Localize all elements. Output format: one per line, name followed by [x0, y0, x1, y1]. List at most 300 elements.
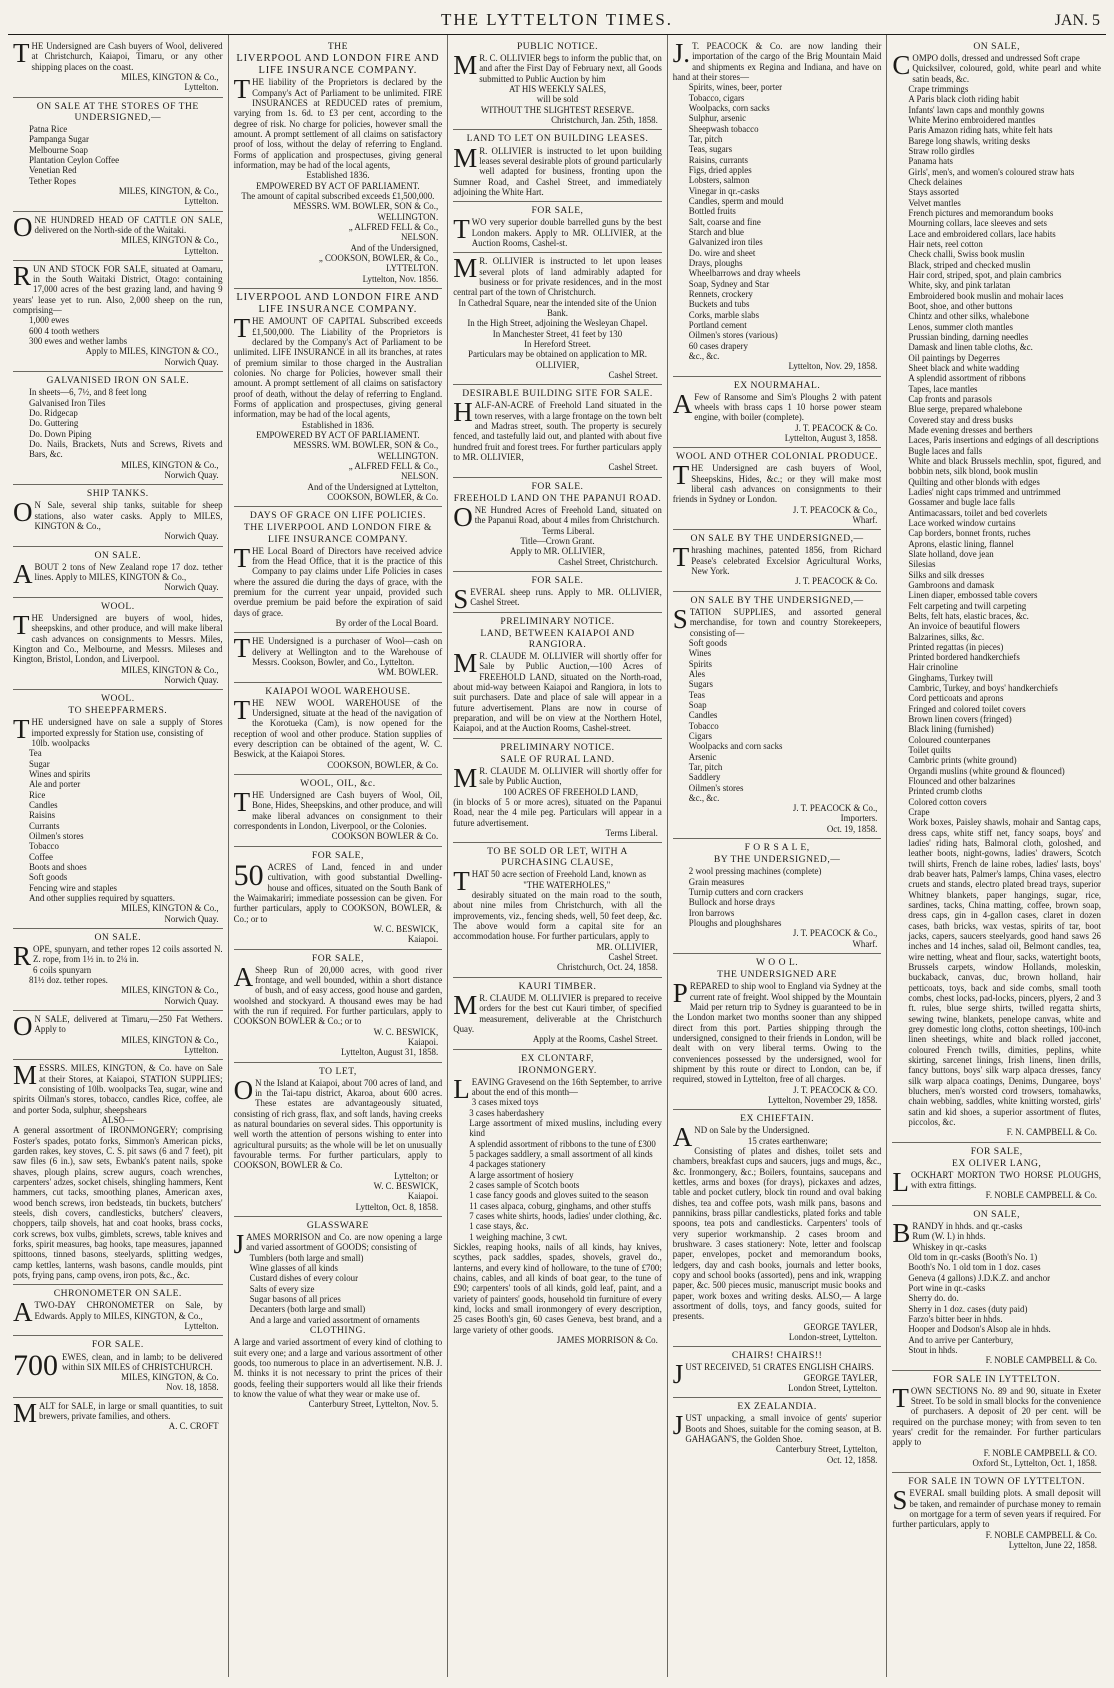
ad-line: 15 crates earthenware; [747, 1135, 828, 1146]
advertisement [234, 1217, 443, 1414]
ad-heading: F O R S A L E, [744, 842, 810, 854]
ad-signature: MILES, KINGTON & Co., [121, 664, 219, 675]
ad-signature: F. N. CAMPBELL & Co. [1006, 1127, 1097, 1138]
ad-item: 1 case stays, &c. [469, 1221, 529, 1232]
ad-body: LOCKHART MORTON TWO HORSE PLOUGHS, with extra fittings. [892, 1166, 1101, 1197]
ad-signature: Kaiapoi. [407, 934, 439, 945]
ad-body: ASheep Run of 20,000 acres, with good river frontage, and well bounded, within a short distance of bush, and of easy access, good house and garden, woolshed and stockyard. A thousand ewes may be had with the run if required. For further particulars, apply to COOKSON BOWLER & Co.; or to [233, 961, 443, 1027]
ad-heading: EX CLONTARF, [521, 1052, 594, 1064]
ad-item: Grain measures [688, 876, 745, 887]
ad-line: Apply to MR. OLLIVIER, [510, 546, 605, 557]
ad-line: WITHOUT THE SLIGHTEST RESERVE. [480, 104, 635, 115]
ad-body: ROPE, spunyarn, and tether ropes 12 coils assorted N. Z. rope, from 1½ in. to 2¼ in. [13, 941, 223, 972]
advertisement [453, 613, 662, 739]
ad-item: Woolpacks, corn sacks [688, 102, 770, 113]
ad-signature: MILES, KINGTON & Co., [121, 1034, 219, 1045]
ad-item: Lace and embroidered collars, lace habits [908, 228, 1056, 239]
ad-item: Do. Nails, Brackets, Nuts and Screws, Rivets and Bars, &c. [29, 438, 223, 460]
advertisement [892, 38, 1101, 1143]
ad-signature: Cashel Street, Christchurch. [558, 556, 658, 567]
ad-signature: MR. OLLIVIER, [596, 941, 658, 952]
ad-signature: F. NOBLE CAMPBELL & Co. [985, 1355, 1097, 1366]
ad-item: Fringed and colored toilet covers [908, 703, 1026, 714]
ad-signature: GEORGE TAYLER, [803, 1372, 878, 1383]
ad-item: Do. Guttering [29, 418, 79, 429]
ad-body: THE Undersigned is a purchaser of Wool—cash on delivery at Wellington and to the Warehouse of Messrs. Cookson, Bowler, and Co., Lyttelton. [233, 633, 443, 667]
ad-item: Printed bordered handkerchiefs [908, 652, 1020, 663]
ad-line: Terms Liberal. [542, 525, 595, 536]
ad-item: Quicksilver, coloured, gold, white pearl and white satin beads, &c. [912, 63, 1101, 84]
ad-body: SEVERAL sheep runs. Apply to MR. OLLIVIER, Cashel Street. [453, 584, 662, 614]
ad-item: Black, striped and checked muslin [908, 259, 1031, 270]
ad-item: Candles [688, 710, 718, 721]
ad-line: AT HIS WEEKLY SALES, [508, 84, 607, 95]
ad-item: Tobacco, cigars [688, 92, 745, 103]
ad-body: JUST RECEIVED, 51 CRATES ENGLISH CHAIRS. [672, 1359, 874, 1390]
ad-item: Organdi muslins (white ground & flounced) [908, 765, 1065, 776]
ad-item: Ploughs and ploughshares [688, 918, 782, 929]
ad-line: 100 ACRES OF FREEHOLD LAND, [503, 786, 638, 797]
ad-heading: DESIRABLE BUILDING SITE FOR SALE. [462, 388, 653, 400]
ad-item: Portland cement [688, 319, 747, 330]
ad-heading: FOR SALE IN TOWN OF LYTTELTON. [908, 1476, 1086, 1488]
ad-large-number: 700 [13, 1348, 58, 1382]
ad-body: BRANDY in hhds. and qr.-casks [892, 1217, 1023, 1248]
ad-line: Established 1836. [306, 170, 370, 181]
ad-item: Tapes, lace mantles [908, 383, 978, 394]
ad-item: Teas, sugars [688, 144, 733, 155]
ad-signature: Norwich Quay. [164, 995, 219, 1006]
ad-item: Wheelbarrows and dray wheels [688, 268, 801, 279]
ad-signature: WM. BOWLER. [377, 667, 439, 678]
ad-item: Gambroons and damask [908, 579, 995, 590]
advertisement [13, 598, 223, 690]
ad-body: JUST unpacking, a small invoice of gents' superior Boots and Shoes, suitable for the coming season, at B. GAHAGAN'S, the Golden Shoe. [672, 1410, 882, 1445]
ad-heading: THE [327, 41, 348, 52]
advertisement [234, 1063, 443, 1217]
ad-item: 3 cases haberdashery [469, 1107, 545, 1118]
ad-body: ON the Island at Kaiapoi, about 700 acres of land, and in the Tai-tapu district, Akaroa, about 600 acres. These estates are advantageously situated, consisting of rich grass, flax, and soft lands, having creeks as natural boundaries on several sides. This opportunity is well worth the attention of persons wishing to enter into agricultural pursuits; as the whole will be let on unusually favourable terms. For further particulars, apply to COOKSON, BOWLER & Co. [233, 1074, 443, 1171]
ad-item: Vinegar in qr.-casks [688, 185, 760, 196]
advertisement [453, 253, 662, 385]
advertisement [673, 448, 882, 530]
ad-body: LEAVING Gravesend on the 16th September, to arrive about the end of this month— [453, 1073, 662, 1104]
ad-body: AND on Sale by the Undersigned. [672, 1122, 810, 1153]
ad-heading: FOR SALE. [531, 480, 584, 492]
ad-heading: TO BE SOLD OR LET, WITH A PURCHASING CLAUSE, [487, 846, 628, 869]
ad-item: Turnip cutters and corn crackers [688, 887, 804, 898]
ad-item: Soft goods [688, 637, 728, 648]
ad-heading: KAURI TIMBER. [518, 980, 597, 992]
ad-item: Hair crinoline [908, 662, 958, 673]
ad-signature: Wharf. [852, 938, 878, 949]
ad-item: Bottled fruits [688, 206, 736, 217]
ad-heading: W O O L. [755, 957, 799, 969]
ad-item: Printed regattas (in pieces) [908, 641, 1004, 652]
advertisement [13, 1398, 223, 1436]
ad-item: An invoice of beautiful flowers [908, 621, 1020, 632]
ad-signature: W. C. BESWICK, [373, 923, 439, 934]
ad-heading: FOR SALE, [311, 952, 364, 964]
ad-signature: Norwich Quay. [164, 531, 219, 542]
ad-item: Wine glasses of all kinds [249, 1263, 338, 1274]
ad-subheading: LAND, BETWEEN KAIAPOI AND RANGIORA. [480, 627, 635, 650]
ad-item: Quilting and other blonds with edges [908, 476, 1040, 487]
ad-item: Aprons, elastic lining, flannel [908, 538, 1014, 549]
ad-item: Printed crumb cloths [908, 786, 983, 797]
ad-item-list [13, 965, 223, 986]
ad-heading: EX ZEALANDIA. [737, 1401, 817, 1413]
ad-signature: Lyttelton, Oct. 8, 1858. [355, 1201, 439, 1212]
ad-body: SEVERAL small building plots. A small deposit will be taken, and remainder of purchase money to remain on mortgage for a term of seven years if required. For further particulars, apply to [892, 1485, 1101, 1530]
ad-body: ATWO-DAY CHRONOMETER on Sale, by Edwards. Apply to MILES, KINGTON, & Co., [13, 1297, 223, 1328]
ad-signature: MILES, KINGTON & Co., [121, 985, 219, 996]
ad-body-continued: Sickles, reaping hooks, nails of all kinds, hay knives, scythes, pack saddles, spades, shovels, gravel do., lanterns, and every kind of holloware, to the tune of £700; chains, cables, and all kinds of boat gear, to the tune of £90; carpenters' tools of all kinds, gold leaf, paint, and a variety of painters' goods, household tin furniture of every kind, locks and small ironmongery of every description, 25 cases Booth's gin, 60 cases Geneva, best brand, and a large variety of other goods. [453, 1242, 662, 1335]
ad-signature: Apply to MILES, KINGTON & CO., [85, 346, 219, 357]
ad-signature: Canterbury Street, Lyttelton, [775, 1444, 878, 1455]
ad-item: 81½ doz. tether ropes. [29, 975, 108, 986]
ad-item: Sugar basons of all prices [249, 1294, 341, 1305]
ad-heading: PRELIMINARY NOTICE. [500, 615, 615, 627]
ad-body: EWES, clean, and in lamb; to be delivered within SIX MILES of CHRISTCHURCH. [62, 1351, 223, 1372]
ad-heading: ON SALE BY THE UNDERSIGNED,— [690, 594, 864, 606]
ad-item-list [673, 866, 882, 928]
ad-body: JAMES MORRISON and Co. are now opening a large and varied assortment of GOODS; consisting of [233, 1229, 443, 1260]
ad-item: 3 cases mixed toys [471, 1097, 539, 1108]
ad-item: Corks, marble slabs [688, 309, 760, 320]
ad-body: RUN AND STOCK FOR SALE, situated at Oamaru, in the South Waitaki District, Otago: containing 17,000 acres of the best grazing land, and having 9 years' lease yet to run. Also, 2,000 sheep on the run, comprising— [13, 260, 223, 316]
ad-signature: MILES, KINGTON, & Co. [121, 1372, 219, 1383]
ad-line: Established in 1836. [301, 419, 374, 430]
ad-body: THE Undersigned are buyers of wool, hides, sheepskins, and other produce, and will make liberal cash advances on consignments to Messrs. Miles, Kington and Co., Melbourne, and Messrs. Mileses and Kington, Bristol, London, and Liverpool. [13, 609, 223, 665]
ad-item: Sheet black and white wadding [908, 362, 1020, 373]
ad-item: Cap fronts and parasols [908, 393, 992, 404]
ad-signature: MILES, KINGTON & Co., [121, 459, 219, 470]
ad-item: Lenos, summer cloth mantles [908, 321, 1013, 332]
ad-item: Prussian binding, darning needles [908, 331, 1029, 342]
ad-heading: ON SALE BY THE UNDERSIGNED,— [690, 533, 864, 545]
ad-item: Raisins [29, 810, 56, 821]
ad-item: Sulphur, arsenic [688, 113, 747, 124]
ad-signature: J. T. PEACOCK & Co., [792, 504, 878, 515]
ad-signature: MILES, KINGTON & Co., [121, 71, 219, 82]
ad-heading: FOR SALE, [311, 849, 364, 861]
ad-item: Soap, Sydney and Star [688, 278, 770, 289]
advertisement [453, 130, 662, 202]
ad-item: Lace worked window curtains [908, 517, 1016, 528]
ad-heading: ON SALE. [94, 931, 142, 943]
ad-body: MESSRS. MILES, KINGTON, & Co. have on Sale at their Stores, at Kaiapoi, STATION SUPPLIES; consisting of 10lb. woolpacks Tea, sugar, wine and spirits Oilman's stores, tobacco, candles Rice, coffee, ale and porter Soda, sulphur, sheepshears [13, 1060, 223, 1115]
ad-signature: Wharf. [852, 515, 878, 526]
advertisement [453, 978, 662, 1050]
ad-signature: „ ALFRED FELL & Co., [348, 222, 439, 233]
ad-item: Cigars [688, 730, 712, 741]
column-3 [447, 35, 667, 1677]
ad-body: TOWN SECTIONS No. 89 and 90, situate in Exeter Street. To be sold in small blocks for the convenience of purchasers. A deposit of 20 per cent. will be required on the purchase money; with from seven to ten years' credit for the remainder. For further particulars apply to [892, 1382, 1101, 1448]
ad-signature: Oct. 12, 1858. [826, 1454, 878, 1465]
ad-item: Melbourne Soap [29, 144, 88, 155]
ad-item: Boot, shoe, and other buttons [908, 301, 1013, 311]
ad-signature: And of the Undersigned, [350, 242, 439, 253]
ad-item: Silesias [908, 559, 936, 570]
advertisement [234, 633, 443, 682]
ad-item: Plantation Ceylon Coffee [29, 154, 120, 165]
ad-body: ACRES of Land, fenced in and under cultivation, with good substantial Dwelling-house and offices, situated on the South Bank of the Waimakariri; immediate possession can be given. For further particulars, apply to COOKSON, BOWLER, & Co.; or to [233, 861, 443, 924]
ad-signature: A. C. CROFT [168, 1421, 219, 1432]
ad-signature: Kaiapoi. [407, 1036, 439, 1047]
ad-signature: J. T. PEACOCK & Co. [795, 422, 878, 433]
ad-company-name: LIVERPOOL AND LONDON FIRE AND LIFE INSURANCE COMPANY. [236, 53, 440, 77]
ad-body: ONE Hundred Acres of Freehold Land, situated on the Papanui Road, about 4 miles from Christchurch. [453, 501, 662, 532]
ad-line: "THE WATERHOLES," [523, 879, 611, 890]
ad-signature: COOKSON BOWLER & Co. [331, 831, 439, 842]
ad-item: Antimacassars, toilet and bed coverlets [908, 507, 1048, 518]
ad-item: Girls', men's, and women's coloured straw hats [908, 166, 1075, 177]
ad-item: Currants [29, 820, 60, 831]
ad-signature: W. C. BESWICK, [373, 1026, 439, 1037]
advertisement [453, 202, 662, 253]
ad-body: THE liability of the Proprietors is declared by the Company's Act of Parliament to be unlimited. FIRE INSURANCES at REDUCED rates of premium, varying from 1s. 6d. to £3 per cent, according to the degree of risk. No charge for policies, however small the amount. A prompt settlement of all claims on satisfactory proof of loss, without the delay of referring to England. Forms of application and prospectuses, giving general information, may be had of the local agents, [233, 74, 443, 171]
ad-body: COMPO dolls, dressed and undressed Soft crape [892, 50, 1080, 81]
ad-heading: FOR SALE, [970, 1145, 1023, 1157]
ad-item: Belts, felt hats, elastic braces, &c. [908, 610, 1029, 621]
ad-signature: F. NOBLE CAMPBELL & Co. [985, 1190, 1097, 1201]
ad-item: Patna Rice [29, 123, 68, 134]
ad-item: Barege long shawls, writing desks [908, 135, 1030, 146]
ad-signature: Canterbury Street, Lyttelton, Nov. 5. [308, 1399, 439, 1410]
ad-item: White, sky, and pink tarlatan [908, 280, 1011, 291]
ad-item: Gossamer and bugle lace falls [908, 497, 1015, 508]
ad-item: Ale and porter [29, 779, 81, 790]
ad-heading: ON SALE. [94, 549, 142, 561]
ad-line: EMPOWERED BY ACT OF PARLIAMENT. [256, 180, 420, 191]
advertisement [13, 372, 223, 485]
ad-signature: Lyttelton; or [394, 1170, 439, 1181]
ad-signature: „ ALFRED FELL & Co., [348, 460, 439, 471]
ad-heading: FOR SALE. [91, 1339, 144, 1351]
ad-signature: Apply at the Rooms, Cashel Street. [532, 1034, 658, 1045]
ad-signature: Lyttelton, August 31, 1858. [341, 1047, 439, 1058]
advertisement [892, 1143, 1101, 1206]
ad-signature: Lyttelton. [184, 1045, 219, 1056]
advertisement [13, 485, 223, 546]
ad-item: In sheets—6, 7½, and 8 feet long [29, 387, 147, 398]
ad-item: A splendid assortment of ribbons to the tune of £300 [469, 1138, 656, 1149]
ad-signature: MILES, KINGTON & Co., [121, 903, 219, 914]
ad-body: MR. OLLIVIER is instructed to let upon leases several plots of land admirably adapted for business or for private residences, and in the most central part of the town of Christchurch. [453, 253, 662, 298]
ad-item: Felt carpeting and twill carpeting [908, 600, 1027, 611]
ad-body: MR. CLAUDE M. OLLIVIER will shortly offer for Sale by Public Auction,—100 Acres of FREEHOLD LAND, situated on the North-road, about mid-way between Kaiapoi and Rangiora, in lots to suit purchasers. Date and place of sale will appear in a future advertisement. Plans are now in course of preparation, and will be on view at the Northern Hotel, Kaiapoi, and at the Auction Rooms, Cashel-street. [453, 648, 662, 734]
ad-body: ON Sale, several ship tanks, suitable for sheep stations, also water casks. Apply to MILES, KINGTON & Co., [13, 497, 223, 531]
ad-signature: Lyttelton. [184, 245, 219, 256]
advertisement [673, 592, 882, 839]
ad-item: 5 packages saddlery, a small assortment of all kinds [469, 1149, 653, 1160]
advertisement [453, 478, 662, 572]
ad-item: Panama hats [908, 156, 953, 167]
ad-item: Geneva (4 gallons) J.D.K.Z. and anchor [908, 1272, 1051, 1283]
ad-item: Spirits, wines, beer, porter [688, 82, 783, 93]
ad-signature: Lyttelton, August 3, 1858. [784, 432, 878, 443]
ad-body: THE Undersigned are Cash buyers of Wool, Oil, Bone, Hides, Sheepskins, and other produce, and will make liberal advances on consignment to their correspondents in London, Liverpool, or the Colonies. [233, 787, 443, 832]
ad-signature: Norwich Quay. [164, 674, 219, 685]
ad-item: Old tom in qr.-casks (Booth's No. 1) [908, 1251, 1038, 1262]
ad-item: Buckets and tubs [688, 299, 750, 310]
issue-date: JAN. 5 [1054, 12, 1100, 29]
ad-item: Damask and linen table cloths, &c. [908, 342, 1033, 353]
ad-item: 60 cases drapery [688, 340, 748, 351]
ad-signature: Oct. 19, 1858. [826, 823, 878, 834]
advertisement [13, 1011, 223, 1060]
ad-item: Hooper and Dodson's Alsop ale in hhds. [908, 1324, 1051, 1335]
ad-heading: WOOL, OIL, &c. [300, 778, 376, 790]
ad-item: Oil paintings by Degerres [908, 352, 1000, 363]
ad-item: Tobacco [688, 720, 719, 731]
advertisement [234, 507, 443, 633]
ad-heading: CHAIRS! CHAIRS!! [731, 1350, 823, 1362]
advertisement [234, 289, 443, 507]
advertisement [673, 954, 882, 1110]
ad-line: EMPOWERED BY ACT OF PARLIAMENT. [256, 429, 420, 440]
ad-body: MR. CLAUDE M. OLLIVIER is prepared to receive orders for the best cut Kauri timber, of specified measurement, deliverable at the Christchurch Quay. [453, 989, 662, 1034]
ad-heading: CHRONOMETER ON SALE. [53, 1288, 182, 1300]
ad-item: Tea [29, 748, 42, 759]
ad-signature: Norwich Quay. [164, 913, 219, 924]
ad-signature: J. T. PEACOCK & Co. [795, 576, 878, 587]
ad-item: Slate holland, dove jean [908, 548, 994, 559]
ad-item: A large assortment of hosiery [469, 1169, 574, 1180]
ad-heading: DAYS OF GRACE ON LIFE POLICIES. [249, 510, 426, 522]
ad-item: Paris Amazon riding hats, white felt hats [908, 125, 1053, 136]
ad-signature: By order of the Local Board. [335, 617, 439, 628]
ad-item-list [234, 1253, 443, 1325]
ad-signature: Lyttelton. [184, 196, 219, 207]
ad-item: Coffee [29, 851, 53, 862]
ad-signature: JAMES MORRISON & Co. [556, 1334, 658, 1345]
ad-item-list [892, 1231, 1101, 1355]
ad-body: AFew of Ransome and Sim's Ploughs 2 with patent wheels with brass caps 1 10 horse power steam engine, with boiler (complete). [672, 388, 882, 423]
advertisement [892, 1371, 1101, 1474]
ad-item: Woolpacks and corn sacks [688, 741, 783, 752]
ad-item: Cord petticoats and aprons [908, 693, 1004, 704]
ad-signature: Kaiapoi. [407, 1191, 439, 1202]
ad-signature: And of the Undersigned at Lyttelton, [307, 481, 439, 492]
ad-item: Do. wire and sheet [688, 247, 756, 258]
ad-item: 600 4 tooth wethers [29, 325, 100, 336]
ad-line: In Manchester Street, 41 feet by 130 [492, 328, 623, 339]
ad-subheading: BY THE UNDERSIGNED,— [713, 854, 841, 866]
ad-body: ONE HUNDRED HEAD OF CATTLE ON SALE, delivered on the North-side of the Waitaki. [13, 211, 223, 242]
ad-body: HALF-AN-ACRE of Freehold Land situated in the town reserves, with a large frontage on the town belt and Madras street, south. The property is securely fenced, and tastefully laid out, and planted with about five hundred fruit and forest trees. For further particulars apply to MR. OLLIVIER, [453, 397, 662, 462]
ad-signature: LYTTELTON. [386, 263, 439, 274]
ad-item: Rennets, crockery [688, 288, 753, 299]
ad-body: Thrashing machines, patented 1856, from Richard Pease's celebrated Excelsior Agricultural Works, New York. [672, 542, 882, 577]
advertisement [673, 38, 882, 377]
ad-body-continued: A large and varied assortment of every kind of clothing to suit every one; and a large and various assortment of other goods, too numerous to place in an advertisement. N.B. J. M. thinks it is not necessary to print the prices of their goods, feeling their supporters would all like their friends to know the value of what they wear or make use of. [233, 1337, 443, 1399]
ad-item: Lobsters, salmon [688, 175, 750, 186]
ad-line: In Cathedral Square, near the intended site of the Union Bank. [458, 297, 657, 318]
ad-heading: EX CHIEFTAIN. [740, 1113, 815, 1125]
ad-item: 2 wool pressing machines (complete) [688, 866, 822, 877]
ad-signature: Norwich Quay. [164, 356, 219, 367]
ad-item: Crape trimmings [908, 84, 969, 95]
ad-heading: FOR SALE IN LYTTELTON. [933, 1373, 1061, 1385]
ad-item: 1 weighing machine, 3 cwt. [469, 1231, 568, 1242]
advertisement [13, 98, 223, 212]
ad-signature: MILES, KINGTON & Co., [121, 235, 219, 246]
ad-item: Hair cord, striped, spot, and plain cambrics [908, 270, 1062, 281]
ad-item: Bugle laces and falls [908, 445, 983, 456]
ad-line: In the High Street, adjoining the Wesleyan Chapel. [467, 318, 648, 329]
ad-signature: MESSRS. WM. BOWLER, SON & Co., [293, 201, 439, 212]
ad-item: Sherry do. do. [908, 1293, 959, 1304]
advertisement [13, 1336, 223, 1397]
ad-item-list [13, 738, 223, 903]
ad-signature: Lyttelton, November 29, 1858. [767, 1094, 878, 1105]
ad-item: Do. Down Piping [29, 428, 92, 439]
ad-item: Coloured counterpanes [908, 734, 991, 745]
ad-item: Soap [688, 699, 707, 710]
ad-item: Ginghams, Turkey twill [908, 672, 993, 683]
ad-heading: FOR SALE, [531, 205, 584, 217]
ad-item: Flounced and other balzarines [908, 776, 1016, 787]
ad-item: Pampanga Sugar [29, 134, 89, 145]
ad-signature: WELLINGTON. [377, 450, 439, 461]
ad-item: Toilet quilts [908, 745, 951, 756]
ad-item: A splendid assortment of ribbons [908, 373, 1026, 384]
advertisement [13, 547, 223, 598]
ad-item: Velvet mantles [908, 197, 961, 208]
ad-body-continued: desirably situated on the main road to the south, about nine miles from Christchurch, with all the improvements, viz., fencing sheds, well, 50 feet deep, &c. The above would form a capital site for an accommodation house. For further particulars, apply to [453, 890, 662, 942]
ad-item: Infants' lawn caps and monthly gowns [908, 104, 1045, 115]
ad-heading: PRELIMINARY NOTICE. [500, 741, 615, 753]
ad-signature: Oxford St., Lyttelton, Oct. 1, 1858. [972, 1457, 1097, 1468]
ad-subheading: FREEHOLD LAND ON THE PAPANUI ROAD. [453, 492, 662, 504]
ad-signature: Norwich Quay. [164, 582, 219, 593]
ad-heading: WOOL. [100, 693, 135, 705]
column-4 [667, 35, 887, 1677]
ad-item: Saddlery [688, 772, 721, 783]
ad-item: Oilmen's stores [688, 782, 744, 793]
ad-item: Booth's No. 1 old tom in 1 doz. cases [908, 1262, 1041, 1273]
column-1 [8, 35, 228, 1677]
ad-item: Tether Ropes [29, 175, 76, 186]
ad-company-name: LIVERPOOL AND LONDON FIRE AND LIFE INSURANCE COMPANY. [236, 292, 440, 316]
advertisement [453, 739, 662, 844]
advertisement [13, 38, 223, 98]
ad-item: Tumblers (both large and small) [249, 1252, 364, 1263]
advertisement [673, 1347, 882, 1398]
ad-item: 2 cases sample of Scotch boots [469, 1180, 580, 1191]
ad-item: And to arrive per Canterbury, [908, 1334, 1014, 1345]
ad-body: THE Undersigned are Cash buyers of Wool, delivered at Christchurch, Kaiapoi, Timaru, or any other shipping places on the coast. [13, 38, 223, 72]
ad-subheading: GLASSWARE [306, 1220, 369, 1231]
ad-signature: GEORGE TAYLER, [803, 1321, 878, 1332]
advertisement [13, 212, 223, 261]
ad-signature: F. NOBLE CAMPBELL & CO. [983, 1447, 1097, 1458]
ad-body: PREPARED to ship wool to England via Sydney at the current rate of freight. Wool shipped by the Mountain Maid per return trip to Sydney is guaranteed to be in the London market two months sooner than any shipped direct from this port. Parties shipping through the undersigned, consigned to their friends in London, will be dealt with on very liberal terms. Owing to the conveniences possessed by the undersigned, wool for shipment by this route or direct to London, can be, if required, stowed in Lyttelton, free of all charges. [672, 978, 882, 1085]
ad-item-list [13, 387, 223, 459]
ad-item: Port wine in qr.-casks [908, 1282, 986, 1293]
ad-item: Drays, ploughs [688, 257, 743, 268]
ad-item: Sugar [29, 758, 50, 769]
ad-signature: Lyttelton, Nov. 1856. [362, 273, 439, 284]
ad-heading: ON SALE AT THE STORES OF THE UNDERSIGNED,— [36, 100, 199, 123]
ad-signature: WELLINGTON. [377, 211, 439, 222]
ad-item: Hair nets, reel cotton [908, 239, 983, 250]
ad-item: Ladies' night caps trimmed and untrimmed [908, 486, 1061, 497]
advertisement [673, 839, 882, 954]
ad-item: Sugars [688, 679, 713, 690]
